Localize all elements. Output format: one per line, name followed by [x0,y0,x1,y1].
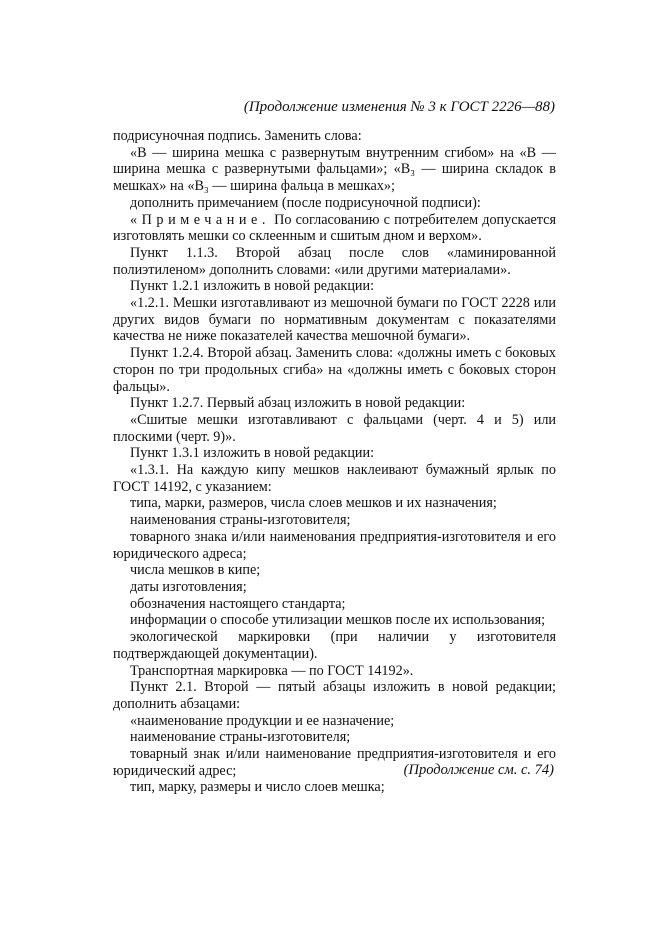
list-item: наименование страны-изготовителя; [130,729,351,746]
list-item: информации о способе утилизации мешков после их использования; [130,612,546,629]
continuation-footer: (Продолжение см. с. 74) [403,762,554,778]
list-item: обозначения настоящего стандарта; [130,595,346,612]
paragraph: подрисуночная подпись. Заменить слова: [113,128,362,144]
running-header: (Продолжение изменения № 3 к ГОСТ 2226—88) [243,99,555,115]
paragraph: Пункт 1.1.3. Второй абзац после слов «ламинированной полиэтиленом» дополнить словами: «или другими материалами». [113,244,556,278]
paragraph: «1.3.1. На каждую кипу мешков наклеивают бумажный ярлык по ГОСТ 14192, с указанием: [113,462,556,495]
list-item: товарный знак и/или наименование предприятия-изготовителя и его юридический адрес; [113,746,556,779]
list-item: товарного знака и/или наименования предприятия-изготовителя и его юридического адреса; [113,528,556,562]
document-body [113,128,556,796]
list-item: тип, марку, размеры и число слоев мешка; [130,779,385,796]
list-item: типа, марки, размеров, числа слоев мешков и их назначения; [130,495,497,512]
list-item: числа мешков в кипе; [130,562,261,579]
paragraph: «Сшитые мешки изготавливают с фальцами (черт. 4 и 5) или плоскими (черт. 9)». [113,411,556,445]
paragraph: Транспортная маркировка — по ГОСТ 14192». [130,662,414,679]
paragraph: Пункт 1.3.1 изложить в новой редакции: [130,445,375,462]
list-item: даты изготовления; [130,578,247,595]
note-paragraph [113,212,556,245]
paragraph: Пункт 1.2.7. Первый абзац изложить в новой редакции: [130,395,466,412]
paragraph: Пункт 2.1. Второй — пятый абзацы изложить в новой редакции; дополнить абзацами: [113,679,556,712]
list-item: экологической маркировки (при наличии у изготовителя подтверждающей документации). [113,629,556,662]
note-text: По согласованию с потребителем допускается изготовлять мешки со склеенным и сшитым дном и верхом». [113,211,557,245]
paragraph: дополнить примечанием (после подрисуночной подписи): [130,194,481,211]
note-label: «Примечание. [130,211,270,228]
list-item: «наименование продукции и ее назначение; [130,712,395,729]
paragraph: «1.2.1. Мешки изготавливают из мешочной бумаги по ГОСТ 2228 или других видов бумаги по нормативным документам с показателями качества не ниже показателей качества мешочной бумаги». [113,295,556,345]
list-item: наименования страны-изготовителя; [130,512,351,529]
paragraph: Пункт 1.2.4. Второй абзац. Заменить слова: «должны иметь с боковых сторон по три продольных сгиба» на «должны иметь с боковых сторон фальцы». [113,345,556,395]
paragraph: Пункт 1.2.1 изложить в новой редакции: [130,278,375,295]
paragraph: «В — ширина мешка с развернутым внутренним сгибом» на «В — ширина мешка с развернутыми фальцами»; «В₃ — ширина складок в мешках» на «В₃ — ширина фальца в мешках»; [113,144,556,195]
